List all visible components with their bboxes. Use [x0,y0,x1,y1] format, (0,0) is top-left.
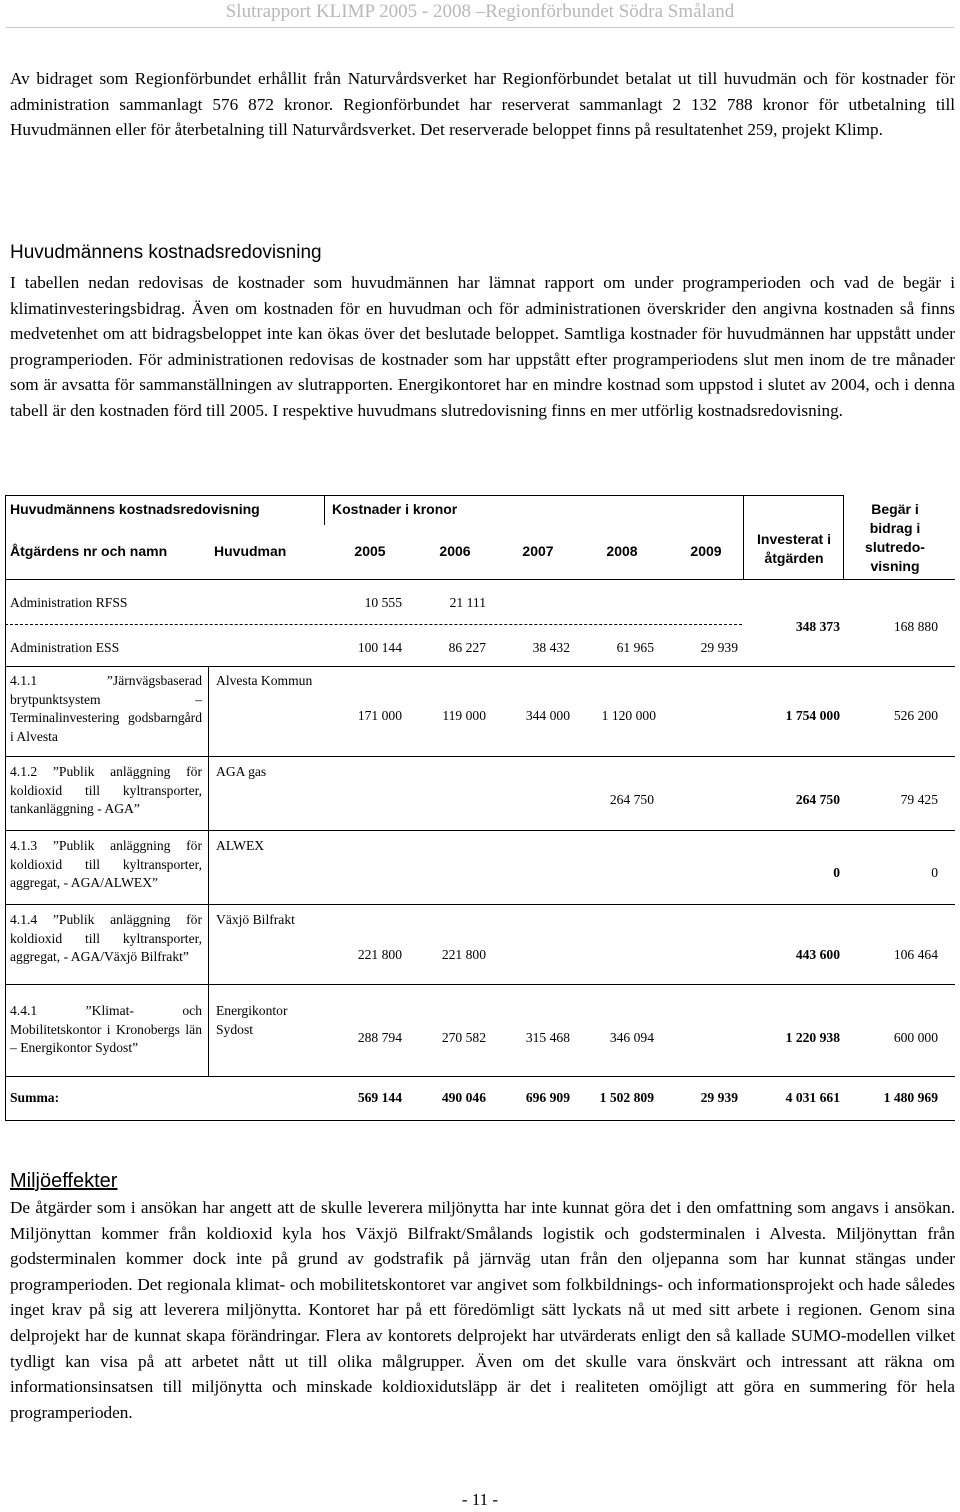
admin-requested: 168 880 [893,619,938,634]
table-rule-title-right [324,495,325,525]
sum-requested: 1 480 969 [883,1090,938,1105]
row1-2006: 171 000 [357,708,402,723]
row1-measure: 4.1.1 ”Järnvägsbaserad brytpunktsystem – Terminalinvestering godsbarngård i Alvesta [10,673,202,744]
table-rule-header-bottom [5,579,955,580]
row4-2005: 221 800 [357,947,402,962]
row1-2009: 1 120 000 [601,708,656,723]
row2-invested: 264 750 [795,792,840,807]
row4-measure: 4.1.4 ”Publik anläggning för koldioxid till kyltransporter, aggregat, - AGA/Växjö Bilfrakt” [10,912,202,964]
sum-2006: 490 046 [441,1090,486,1105]
row1-2008: 344 000 [525,708,570,723]
table-rule-row2-bottom [5,830,955,831]
table-rule-left [5,495,6,1121]
table-rule-row3-bottom [5,904,955,905]
row1-requested: 526 200 [893,708,938,723]
row1-invested: 1 754 000 [785,708,840,723]
table-rule-admin-divider [5,624,742,625]
sum-label: Summa: [10,1090,60,1105]
sum-2008: 1 502 809 [599,1090,654,1105]
costs-heading: Kostnader i kronor [332,501,458,517]
section-heading-cost-report: Huvudmännens kostnadsredovisning [10,242,322,263]
row5-2007: 315 468 [525,1030,570,1045]
col-2007-header: 2007 [522,543,554,559]
row5-2008: 346 094 [609,1030,654,1045]
col-2009-header: 2009 [690,543,722,559]
row2-requested: 79 425 [900,792,938,807]
table-rule-row5-bottom [5,1076,955,1077]
row5-invested: 1 220 938 [785,1030,840,1045]
admin-ess-name: Administration ESS [10,640,120,655]
admin-ess-2009: 29 939 [700,640,738,655]
table-rule-row1-bottom [5,756,955,757]
row5-owner: Energikontor Sydost [216,1003,288,1037]
header-rule [6,27,954,28]
row4-invested: 443 600 [795,947,840,962]
col-measure-header: Åtgärdens nr och namn [10,543,168,559]
intro-paragraph: Av bidraget som Regionförbundet erhållit från Naturvårdsverket har Regionförbundet betalat ut till huvudmän och för kostnader för administration sammanlagt 576 872 kronor. Regionförbundet har reserverat sammanlagt 2 132 788 kronor för utbetalning till Huvudmännen eller för återbetalning till Naturvårdsverket. Det reserverade beloppet finns på resultatenhet 259, projekt Klimp. [10,69,955,140]
row1-owner: Alvesta Kommun [216,673,313,688]
col-2005-header: 2005 [354,543,386,559]
row2-measure: 4.1.2 ”Publik anläggning för koldioxid till kyltransporter, tankanläggning - AGA” [10,764,202,816]
table-rule-measure-right [208,666,209,1076]
cost-report-table [0,490,960,1122]
admin-invested: 348 373 [795,619,840,634]
cost-report-paragraph: I tabellen nedan redovisas de kostnader som huvudmännen har lämnat rapport om under programperioden och vad de begär i klimatinvesteringsbidrag. Även om kostnaden för en huvudman och för administrationen överskrider den angivna kostnaden så finns medvetenhet om att bidragsbeloppet inte kan ökas över det beslutade beloppet. Samtliga kostnader för huvudmännen har uppstått under programperioden. För administrationen redovisas de kostnader som har uppstått efter programperiodens slut men inom de tre månader som är avsatta för sammanställningen av slutrapporten. Energikontoret har en mindre kostnad som uppstod i slutet av 2004, och i denna tabell är den kostnaden förd till 2005. I respektive huvudmans slutredovisning finns en mer utförlig kostnadsredovisning. [10,273,955,420]
admin-rfss-name: Administration RFSS [10,595,128,610]
table-rule-top [5,495,843,496]
admin-rfss-2006: 21 111 [449,595,486,610]
row4-requested: 106 464 [893,947,938,962]
row4-2006: 221 800 [441,947,486,962]
col-2006-header: 2006 [439,543,471,559]
col-owner-header: Huvudman [214,543,287,559]
sum-invested: 4 031 661 [785,1090,840,1105]
row1-2007: 119 000 [442,708,486,723]
row4-owner: Växjö Bilfrakt [216,912,295,927]
sum-2005: 569 144 [357,1090,402,1105]
row3-requested: 0 [931,865,938,880]
section-heading-environment: Miljöeffekter [10,1170,118,1192]
row5-2005: 288 794 [357,1030,402,1045]
table-rule-sum-bottom [5,1120,955,1121]
row2-2008: 264 750 [609,792,654,807]
table-rule-admin-bottom [5,666,955,667]
sum-2007: 696 909 [525,1090,570,1105]
row5-2006: 270 582 [441,1030,486,1045]
row5-requested: 600 000 [893,1030,938,1045]
admin-ess-2007: 38 432 [532,640,570,655]
sum-2009: 29 939 [700,1090,738,1105]
admin-ess-2008: 61 965 [616,640,654,655]
admin-ess-2005: 100 144 [357,640,402,655]
row2-owner: AGA gas [216,764,267,779]
row3-invested: 0 [833,865,840,880]
table-rule-requested-left [843,495,844,580]
admin-rfss-2005: 10 555 [364,595,402,610]
col-requested-header: Begär i bidrag i slutredo-visning [865,501,925,574]
row3-measure: 4.1.3 ”Publik anläggning för koldioxid till kyltransporter, aggregat, - AGA/ALWEX” [10,838,202,890]
admin-ess-2006: 86 227 [448,640,486,655]
row3-owner: ALWEX [216,838,265,853]
table-rule-invested-left [743,495,744,580]
col-invested-header: Investerat i åtgärden [757,531,831,566]
row5-measure: 4.4.1 ”Klimat- och Mobilitetskontor i Kronobergs län – Energikontor Sydost” [10,1003,202,1055]
page-number: - 11 - [461,1490,499,1509]
environment-paragraph: De åtgärder som i ansökan har angett att de skulle leverera miljönytta har inte kunnat göra det i den omfattning som angavs i ansökan. Miljönyttan kommer från koldioxid kyla hos Växjö Bilfrakt/Smålands logistik och godsterminalen i Alvesta. Miljönyttan från godsterminalen kommer dock inte på grund av godstrafik på järnväg utan från den oljepanna som har kunnat stängas under programperioden. Det regionala klimat- och mobilitetskontoret var angivet som folkbildnings- och informationsprojekt och hade således inget krav på sig att leverera miljönytta. Kontoret har på ett föredömligt sätt lyckats nå ut med sitt arbete i regionen. Genom sina delprojekt har de kunnat skapa förändringar. Flera av kontorets delprojekt har utvärderats enligt den så kallade SUMO-modellen vilket tydligt kan visa på att arbetet nått ut till olika målgrupper. Även om det skulle vara önskvärt och intressant att räkna om informationsinsatsen till miljönytta och minskade koldioxidutsläpp är det i realiteten omöjligt att göra en summering för hela programperioden. [10,1198,955,1422]
page-header: Slutrapport KLIMP 2005 - 2008 –Regionförbundet Södra Småland [225,1,735,22]
table-title: Huvudmännens kostnadsredovisning [10,501,260,517]
col-2008-header: 2008 [606,543,638,559]
table-rule-row4-bottom [5,984,955,985]
